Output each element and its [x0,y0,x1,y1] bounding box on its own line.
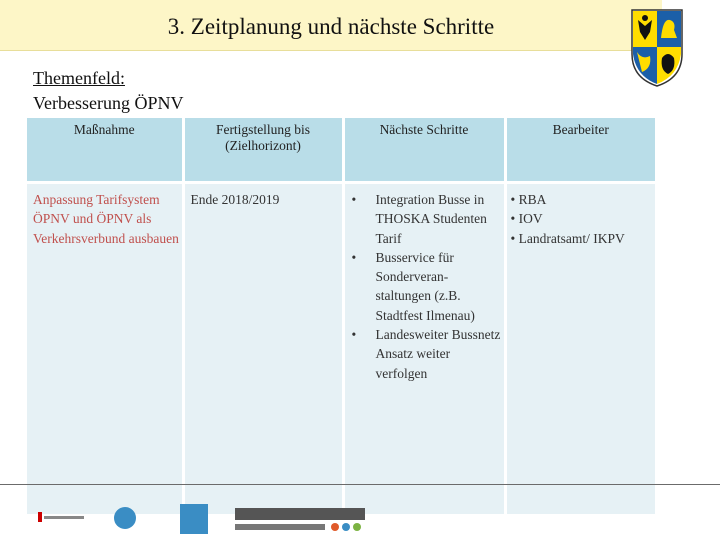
staff-item: • IOV [510,211,543,227]
topic-label: Themenfeld: [33,68,125,88]
next-step-item: • Landesweiter Bussnetz Ansatz weiter verfolgen [376,325,503,383]
staff-item: • Landratsamt/ IKPV [510,230,625,246]
footer-line [0,484,720,485]
slide-title: 3. Zeitplanung und nächste Schritte [167,14,495,39]
topic-value: Verbesserung ÖPNV [33,93,184,113]
cell-measure: Anpassung Tarifsystem ÖPNV und ÖPNV als Verkehrsverbund ausbauen [27,183,183,515]
next-step-item: • Integration Busse in THOSKA Studenten Tarif [376,190,503,248]
header-staff: Bearbeiter [505,118,655,183]
header-deadline: Fertigstellung bis (Zielhorizont) [183,118,343,183]
cell-next-steps [343,183,505,515]
header-measure: Maßnahme [27,118,183,183]
measures-table [27,118,655,514]
table-header-row [27,118,655,183]
header-next-steps: Nächste Schritte [343,118,505,183]
table-row [27,183,655,515]
footer-logos [30,490,370,540]
cell-deadline: Ende 2018/2019 [183,183,343,515]
cell-staff [505,183,655,515]
coat-of-arms-icon [630,8,684,88]
topic-block [33,66,183,116]
next-step-item: • Busservice für Sonderveran-staltungen (z.B. Stadtfest Ilmenau) [376,248,503,325]
staff-item: • RBA [510,192,547,207]
